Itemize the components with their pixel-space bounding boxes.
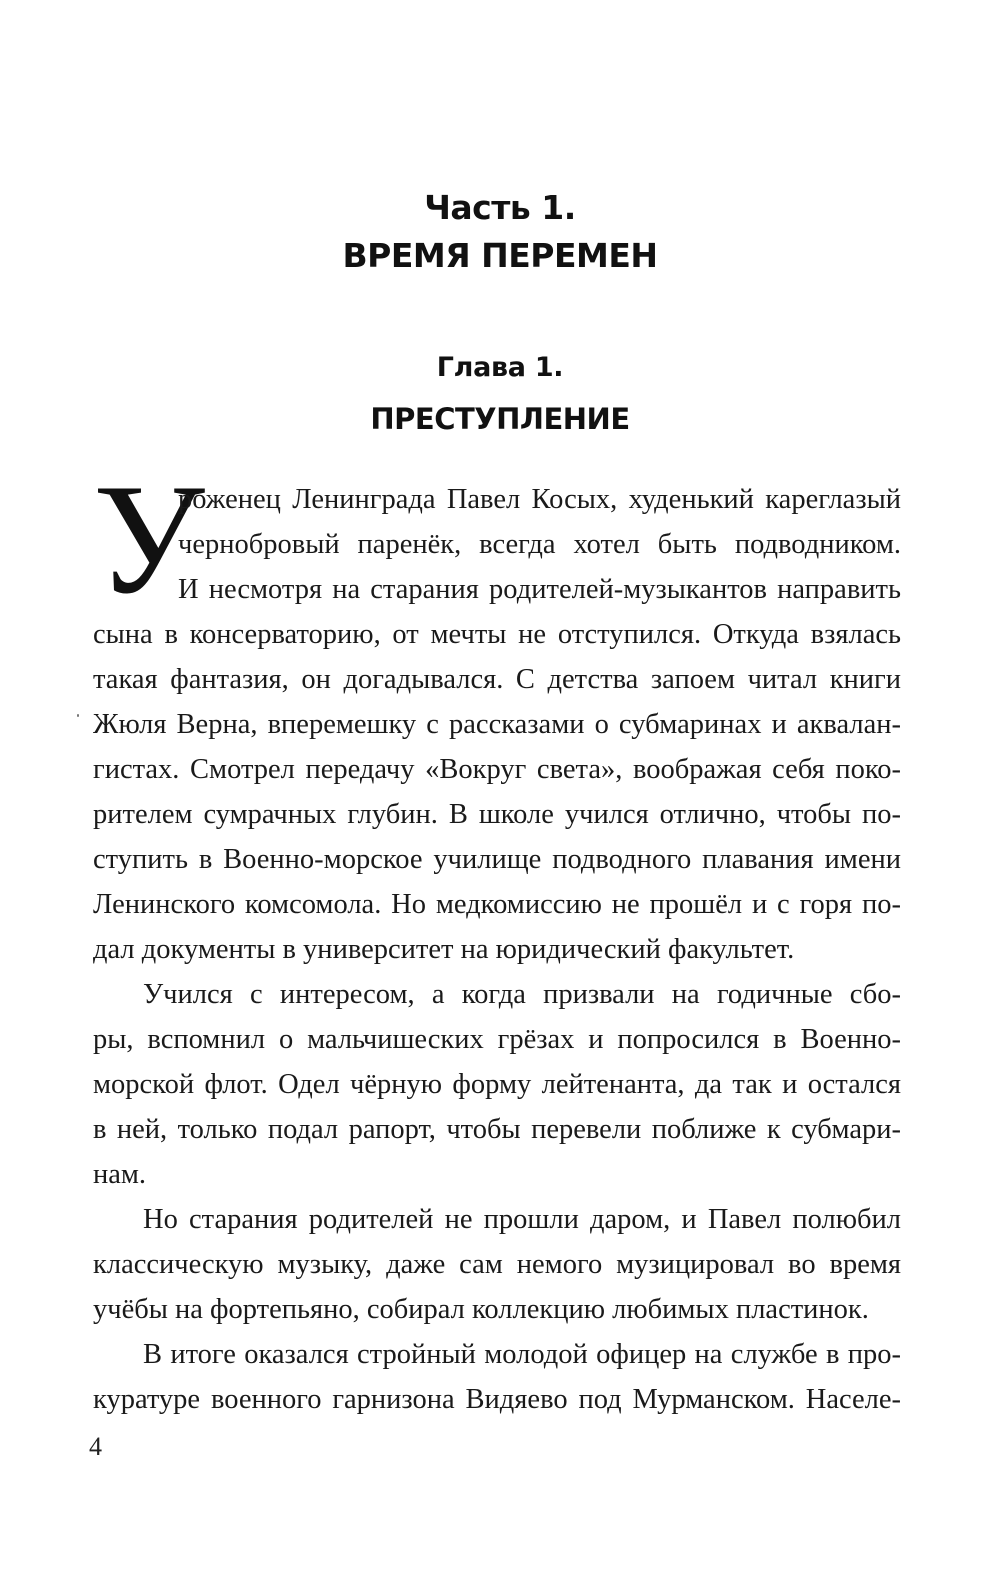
text-line: дал документы в университет на юридический факультет.	[93, 934, 795, 965]
text-line: Ленинского комсомола. Но медкомиссию не прошёл и с горя по-	[93, 889, 901, 920]
text-line: Учился с интересом, а когда призвали на годичные сбо-	[143, 979, 901, 1010]
chapter-title: ПРЕСТУПЛЕНИЕ	[370, 402, 630, 436]
text-line: Но старания родителей не прошли даром, и Павел полюбил	[143, 1204, 901, 1235]
scan-speck	[77, 714, 79, 717]
part-label: Часть 1.	[424, 188, 576, 227]
part-title: ВРЕМЯ ПЕРЕМЕН	[342, 236, 658, 275]
text-line: чернобровый паренёк, всегда хотел быть подводником.	[178, 529, 901, 560]
text-line: учёбы на фортепьяно, собирал коллекцию любимых пластинок.	[93, 1294, 869, 1325]
text-line: В итоге оказался стройный молодой офицер на службе в про-	[143, 1339, 901, 1370]
text-line: И несмотря на старания родителей-музыкантов направить	[178, 574, 901, 605]
page-number: 4	[89, 1432, 102, 1461]
text-line: роженец Ленинграда Павел Косых, худенький кареглазый	[178, 484, 901, 515]
text-line: рителем сумрачных глубин. В школе учился отлично, чтобы по-	[93, 799, 901, 830]
body-text	[93, 477, 901, 1422]
text-line: сына в консерваторию, от мечты не отступился. Откуда взялась	[93, 619, 901, 650]
text-line: ры, вспомнил о мальчишеских грёзах и попросился в Военно-	[93, 1024, 901, 1055]
text-line: ступить в Военно-морское училище подводного плавания имени	[93, 844, 901, 875]
text-line: гистах. Смотрел передачу «Вокруг света», воображая себя поко-	[93, 754, 901, 785]
text-line: в ней, только подал рапорт, чтобы перевели поближе к субмари-	[93, 1114, 901, 1145]
text-line: Жюля Верна, вперемешку с рассказами о субмаринах и аквалан-	[93, 709, 901, 740]
text-line: куратуре военного гарнизона Видяево под Мурманском. Населе-	[93, 1384, 901, 1415]
text-line: морской флот. Одел чёрную форму лейтенанта, да так и остался	[93, 1069, 901, 1100]
text-line: нам.	[93, 1159, 147, 1190]
drop-cap-letter: У	[93, 452, 205, 627]
text-line: такая фантазия, он догадывался. С детства запоем читал книги	[93, 664, 901, 695]
chapter-label: Глава 1.	[436, 352, 564, 383]
text-line: классическую музыку, даже сам немого музицировал во время	[93, 1249, 901, 1280]
